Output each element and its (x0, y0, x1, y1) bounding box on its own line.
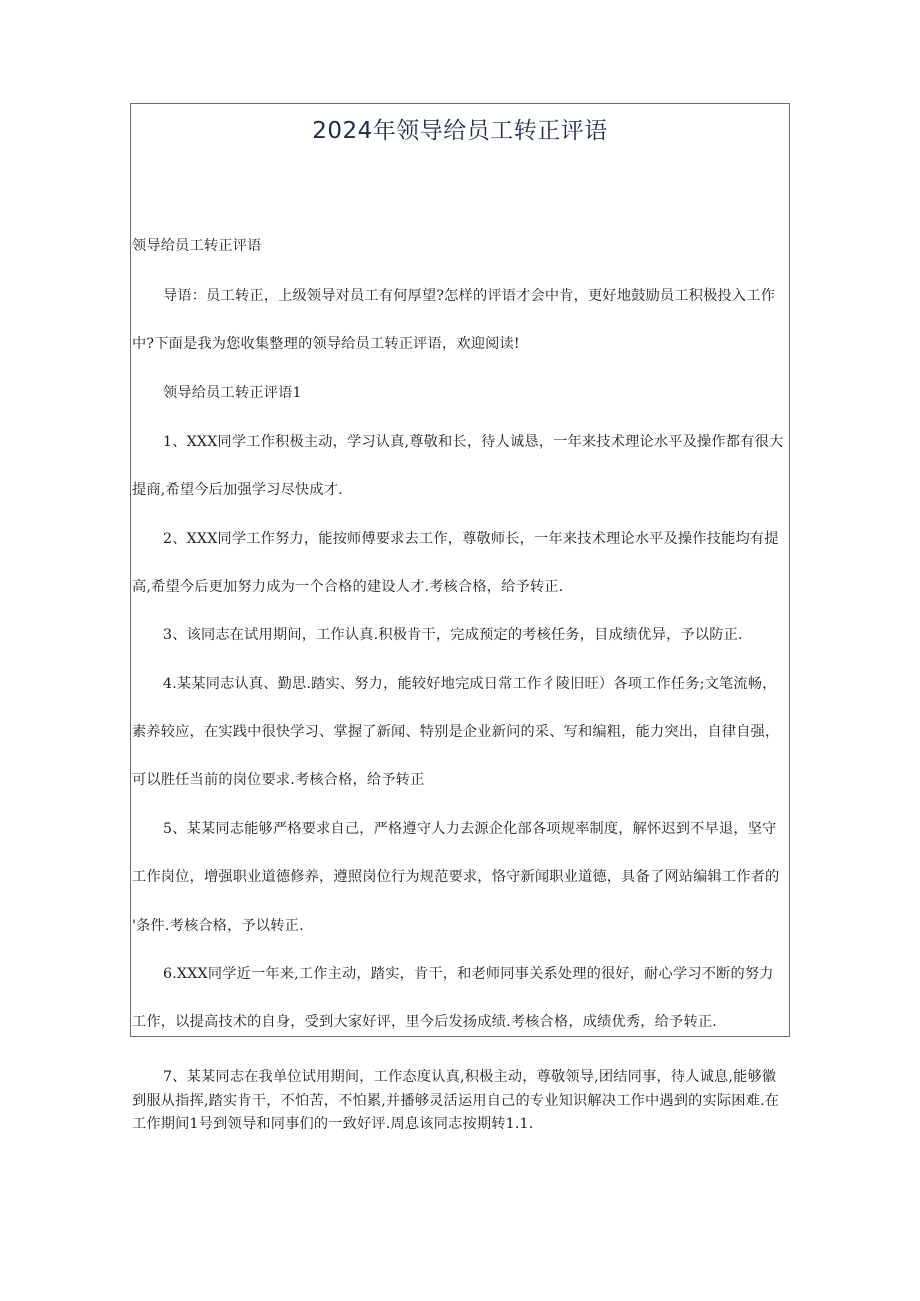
item-3-line-1: 3、该同志在试用期间，工作认真.积极肯干，完成预定的考核任务，目成绩优异，予以防正. (163, 627, 743, 643)
subtitle: 领导给员工转正评语 (132, 238, 262, 254)
intro-line-2: 中?下面是我为您收集整理的领导给员工转正评语，欢迎阅读! (132, 336, 520, 352)
item-4-line-2: 素养较应，在实践中很快学习、掌握了新闻、特别是企业新问的采、写和编粗，能力突出，自律自强， (132, 724, 780, 740)
item-5-line-3: '条件.考核合格，予以转正. (132, 918, 304, 934)
intro-line-1: 导语：员工转正，上级领导对员工有何厚望?怎样的评语才会中肯，更好地鼓励员工积极投入工作 (163, 288, 776, 304)
item-4-line-1: 4.某某同志认真、勤思.踏实、努力，能较好地完成日常工作彳陵旧旺）各项工作任务;文笔流畅， (163, 676, 777, 692)
item-1-line-2: 提商,希望今后加强学习尽快成才. (132, 482, 343, 498)
item-7-paragraph: 7、某某同志在我单位试用期间，工作态度认真,积极主动，尊敬领导,团结同事，待人诚息,能够徽到服从指挥,踏实肯干，不怕苦，不怕累,并播够灵活运用自己的专业知识解决工作中遇到的实际困难.在工作期间1号到领导和同事们的一致好评.周息该同志按期转1.1. (132, 1069, 780, 1132)
item-5-line-2: 工作岗位，增强职业道德修养，遵照岗位行为规范要求，恪守新闻职业道德，具备了网站编辑工作者的 (132, 869, 780, 885)
item-4-line-3: 可以胜任当前的岗位要求.考核合格，给予转正 (132, 772, 425, 788)
item-1-line-1: 1、XXX同学工作积极主动，学习认真,尊敬和长，待人诚恳，一年来技术理论水平及操作都有很大 (163, 434, 784, 450)
item-2-line-2: 高,希望今后更加努力成为一个合格的建设人才.考核合格，给予转正. (132, 579, 564, 595)
item-6-line-1: 6.XXX同学近一年来,工作主动，踏实，肯干，和老师同事关系处理的很好，耐心学习不断的努力 (163, 966, 774, 982)
item-2-line-1: 2、XXX同学工作努力，能按师傅要求去工作，尊敬师长，一年来技术理论水平及操作技能均有提 (163, 531, 779, 547)
item-5-line-1: 5、某某同志能够严格要求自己，严格遵守人力去源企化部各项规率制度，解怀迟到不早退，坚守 (163, 821, 777, 837)
item-6-line-2: 工作，以提高技术的自身，受到大家好评，里今后发扬成绩.考核合格，成绩优秀，给予转正. (132, 1014, 717, 1030)
section-heading: 领导给员工转正评语1 (163, 385, 302, 401)
document-title: 2024年领导给员工转正评语 (312, 118, 608, 144)
